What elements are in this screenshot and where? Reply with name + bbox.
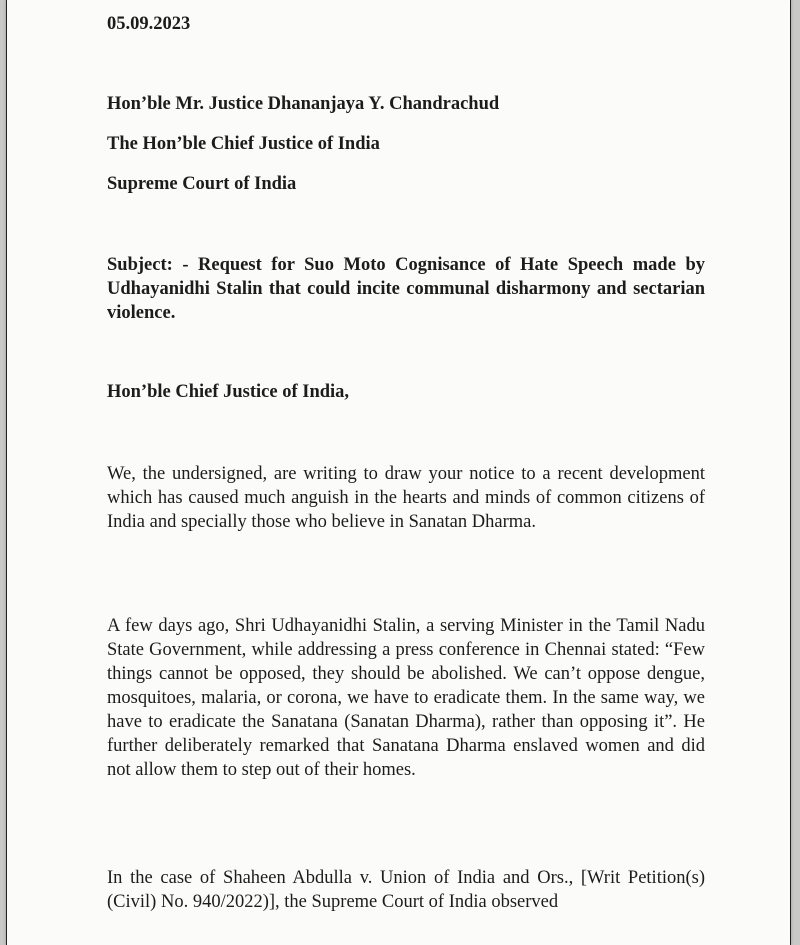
page-left-edge bbox=[6, 0, 7, 945]
body-paragraph-2: A few days ago, Shri Udhayanidhi Stalin, a serving Minister in the Tamil Nadu State Government, while addressing a press conference in Chennai stated: “Few things cannot be opposed, they should be abolished. We can’t oppose dengue, mosquitoes, malaria, or corona, we have to eradicate them. In the same way, we have to eradicate the Sanatana (Sanatan Dharma), rather than opposing it”. He further deliberately remarked that Sanatana Dharma enslaved women and did not allow them to step out of their homes. bbox=[107, 616, 705, 780]
letter-salutation: Hon’ble Chief Justice of India, bbox=[107, 382, 350, 402]
body-paragraph-1: We, the undersigned, are writing to draw your notice to a recent development which has caused much anguish in the hearts and minds of common citizens of India and specially those who believe in Sanatan Dharma. bbox=[107, 464, 705, 532]
addressee-name: Hon’ble Mr. Justice Dhananjaya Y. Chandrachud bbox=[107, 94, 500, 114]
addressee-court: Supreme Court of India bbox=[107, 174, 297, 194]
letter-date: 05.09.2023 bbox=[107, 14, 191, 34]
addressee-title: The Hon’ble Chief Justice of India bbox=[107, 134, 380, 154]
page-right-edge bbox=[790, 0, 791, 945]
body-paragraph-3: In the case of Shaheen Abdulla v. Union of India and Ors., [Writ Petition(s) (Civil) No. 940/2022)], the Supreme Court of India observed bbox=[107, 868, 705, 912]
letter-subject: Subject: - Request for Suo Moto Cognisance of Hate Speech made by Udhayanidhi Stalin that could incite communal disharmony and sectarian violence. bbox=[107, 255, 705, 323]
document-page bbox=[6, 0, 791, 945]
